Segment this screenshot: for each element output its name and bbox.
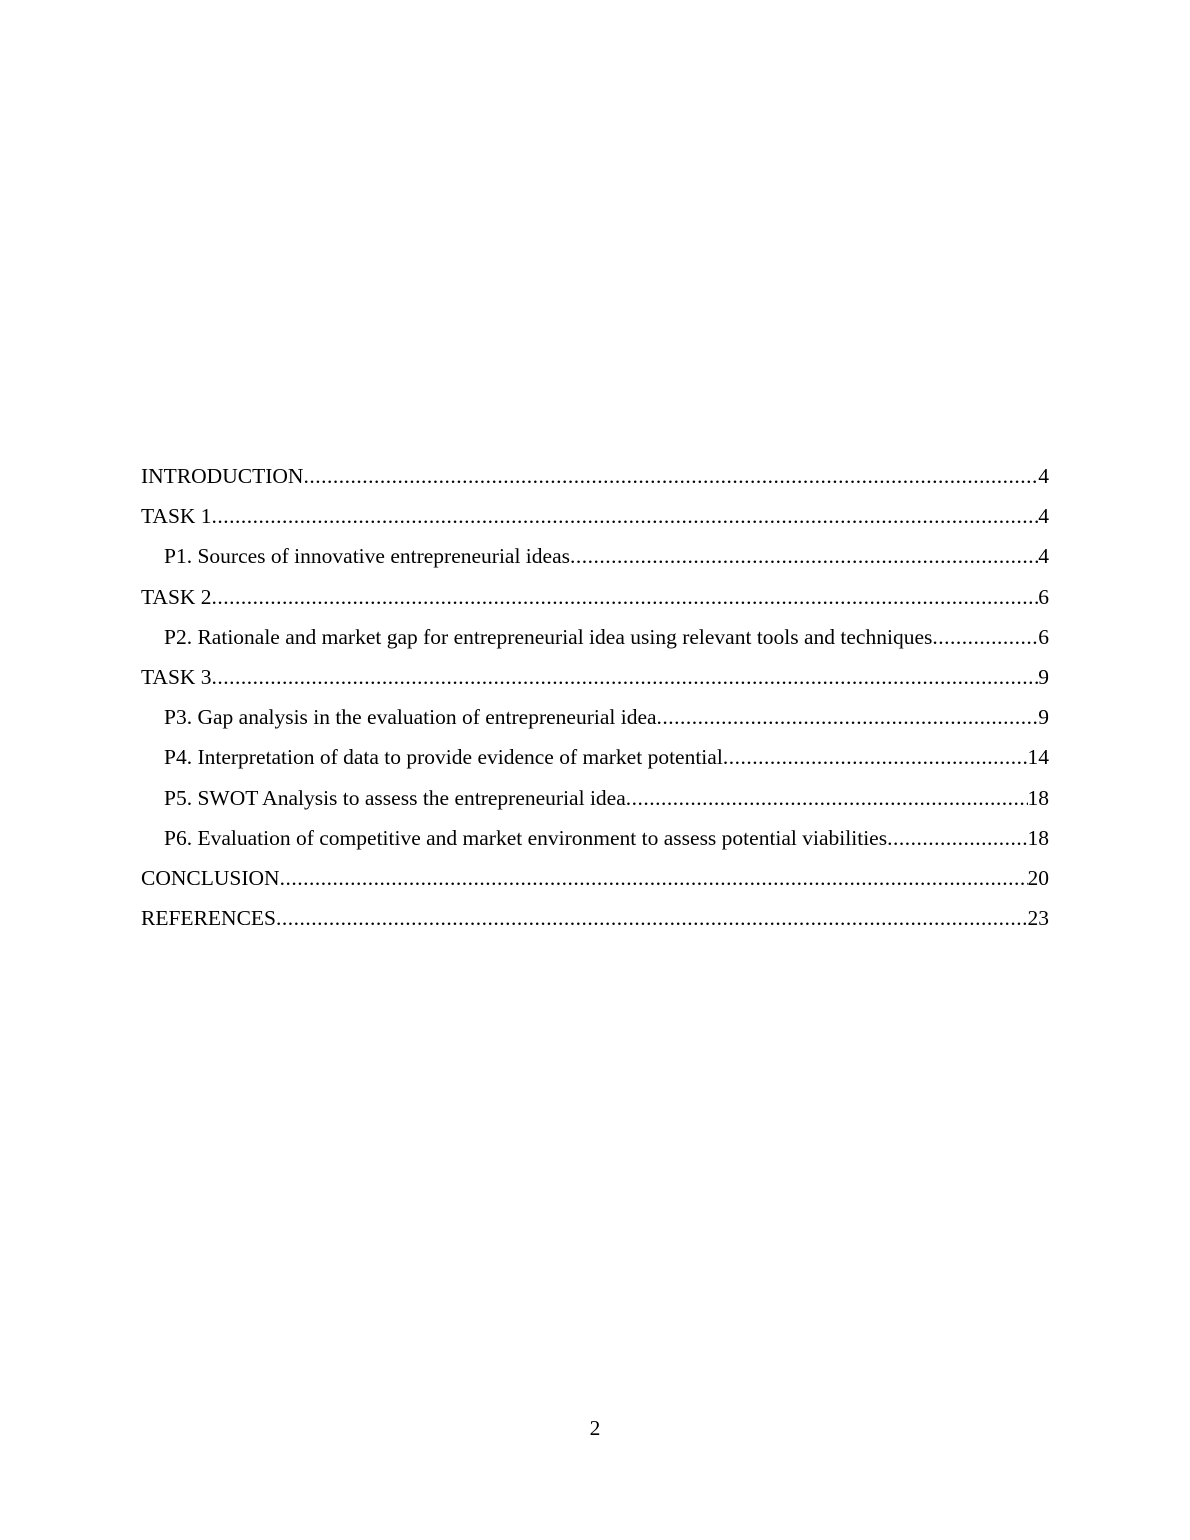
toc-entry-p5[interactable]	[141, 783, 1049, 823]
dot-leader	[212, 501, 1039, 531]
toc-entry-title: P3. Gap analysis in the evaluation of entrepreneurial idea	[164, 705, 657, 730]
toc-entry-page: 23	[1027, 906, 1049, 931]
toc-entry-title: P4. Interpretation of data to provide evidence of market potential	[164, 745, 723, 770]
toc-entry-page: 18	[1027, 825, 1049, 850]
toc-entry-conclusion[interactable]	[141, 863, 1049, 903]
toc-entry-page: 4	[1038, 464, 1049, 488]
table-of-contents	[141, 461, 1049, 943]
toc-entry-p1[interactable]	[141, 541, 1049, 581]
dot-leader	[570, 541, 1038, 571]
toc-entry-p2[interactable]	[141, 622, 1049, 662]
toc-entry-title: REFERENCES	[141, 906, 276, 931]
toc-entry-page: 4	[1038, 504, 1049, 529]
toc-entry-task-2[interactable]	[141, 582, 1049, 622]
toc-entry-page: 14	[1027, 745, 1049, 770]
toc-entry-title: TASK 3	[141, 664, 212, 689]
toc-entry-title: TASK 1	[141, 504, 212, 529]
toc-entry-page: 20	[1027, 865, 1049, 890]
toc-entry-title: P2. Rationale and market gap for entrepreneurial idea using relevant tools and techniques	[164, 624, 933, 649]
dot-leader	[626, 783, 1028, 813]
toc-entry-title: TASK 2	[141, 584, 212, 609]
toc-entry-page: 6	[1038, 584, 1049, 609]
toc-entry-task-3[interactable]	[141, 662, 1049, 702]
toc-entry-page: 18	[1027, 785, 1049, 810]
toc-entry-task-1[interactable]	[141, 501, 1049, 541]
toc-entry-p3[interactable]	[141, 702, 1049, 742]
dot-leader	[723, 742, 1028, 772]
toc-entry-p4[interactable]	[141, 742, 1049, 782]
toc-entry-page: 9	[1038, 664, 1049, 689]
toc-entry-title: P5. SWOT Analysis to assess the entrepreneurial idea	[164, 785, 626, 810]
dot-leader	[657, 702, 1039, 732]
toc-entry-title: INTRODUCTION	[141, 464, 304, 488]
dot-leader	[303, 461, 1038, 491]
dot-leader	[280, 863, 1028, 893]
dot-leader	[212, 582, 1039, 612]
toc-entry-introduction[interactable]	[141, 461, 1049, 501]
toc-entry-references[interactable]	[141, 903, 1049, 943]
toc-entry-page: 4	[1038, 544, 1049, 569]
toc-entry-title: P1. Sources of innovative entrepreneurial ideas	[164, 544, 570, 569]
dot-leader	[932, 622, 1038, 652]
dot-leader	[276, 903, 1028, 933]
toc-entry-p6[interactable]	[141, 823, 1049, 863]
dot-leader	[887, 823, 1027, 853]
toc-entry-page: 6	[1038, 624, 1049, 649]
toc-entry-page: 9	[1038, 705, 1049, 730]
dot-leader	[212, 662, 1039, 692]
toc-entry-title: CONCLUSION	[141, 865, 280, 890]
page-number: 2	[589, 1416, 601, 1440]
toc-entry-title: P6. Evaluation of competitive and market environment to assess potential viabilities	[164, 825, 888, 850]
